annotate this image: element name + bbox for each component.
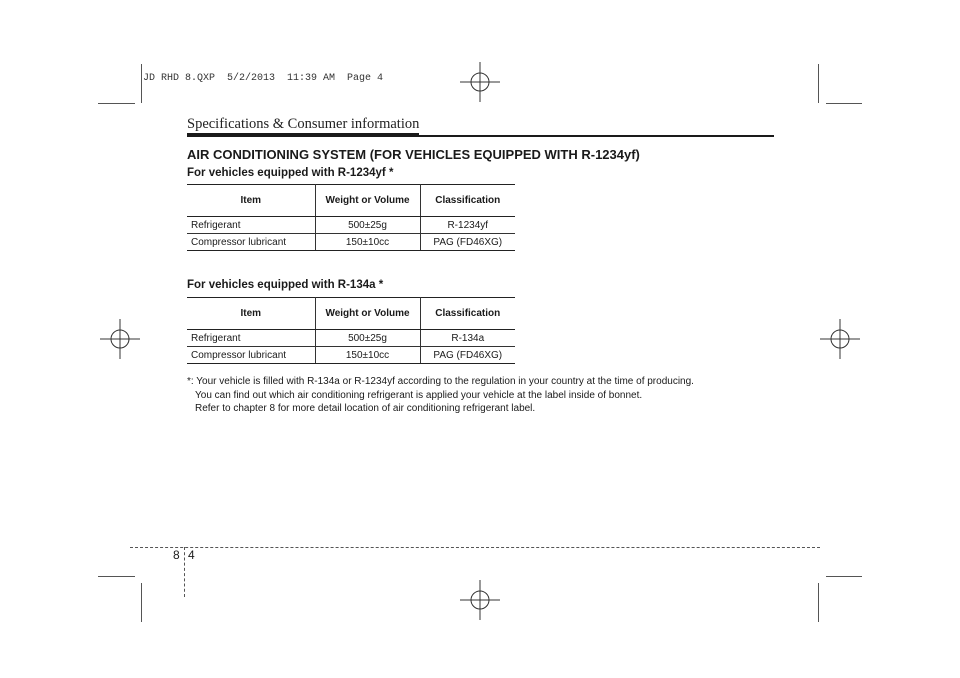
- table-cell: 500±25g: [315, 217, 420, 234]
- table-heading-r1234yf: For vehicles equipped with R-1234yf *: [187, 167, 394, 179]
- print-slug: JD RHD 8.QXP 5/2/2013 11:39 AM Page 4: [143, 73, 384, 84]
- column-header: Classification: [420, 298, 515, 330]
- table-cell: Compressor lubricant: [187, 347, 315, 364]
- footer-rule: [130, 547, 820, 548]
- footnote: [187, 375, 787, 416]
- footnote-line: *: Your vehicle is filled with R-134a or R-1234yf according to the regulation in your country at the time of producing.: [187, 376, 694, 387]
- column-header: Classification: [420, 185, 515, 217]
- table-cell: 150±10cc: [315, 234, 420, 251]
- registration-mark-right: [820, 319, 860, 359]
- page-number: 4: [188, 548, 195, 562]
- footnote-line: Refer to chapter 8 for more detail location of air conditioning refrigerant label.: [195, 403, 536, 414]
- registration-mark-left: [100, 319, 140, 359]
- table-cell: 500±25g: [315, 330, 420, 347]
- table-heading-r134a: For vehicles equipped with R-134a *: [187, 279, 384, 291]
- footnote-line: You can find out which air conditioning refrigerant is applied your vehicle at the label inside of bonnet.: [195, 389, 643, 401]
- table-cell: 150±10cc: [315, 347, 420, 364]
- chapter-number: 8: [173, 548, 180, 562]
- table-cell: Compressor lubricant: [187, 234, 315, 251]
- spec-table-r1234yf: [187, 184, 515, 251]
- table-row: [187, 217, 515, 234]
- table-cell: R-134a: [420, 330, 515, 347]
- section-title-underline: [187, 133, 419, 137]
- table-cell: PAG (FD46XG): [420, 234, 515, 251]
- column-header: Weight or Volume: [315, 185, 420, 217]
- registration-mark-top: [460, 62, 500, 102]
- page-heading: AIR CONDITIONING SYSTEM (FOR VEHICLES EQUIPPED WITH R-1234yf): [187, 147, 640, 162]
- column-header: Item: [187, 185, 315, 217]
- table-row: [187, 234, 515, 251]
- table-cell: PAG (FD46XG): [420, 347, 515, 364]
- table-cell: Refrigerant: [187, 330, 315, 347]
- table-cell: R-1234yf: [420, 217, 515, 234]
- spec-table-r134a: [187, 297, 515, 364]
- table-header-row: [187, 185, 515, 217]
- table-cell: Refrigerant: [187, 217, 315, 234]
- section-title: Specifications & Consumer information: [187, 116, 420, 132]
- table-row: [187, 347, 515, 364]
- table-row: [187, 330, 515, 347]
- footer-separator: [184, 547, 185, 597]
- column-header: Weight or Volume: [315, 298, 420, 330]
- column-header: Item: [187, 298, 315, 330]
- registration-mark-bottom: [460, 580, 500, 620]
- table-header-row: [187, 298, 515, 330]
